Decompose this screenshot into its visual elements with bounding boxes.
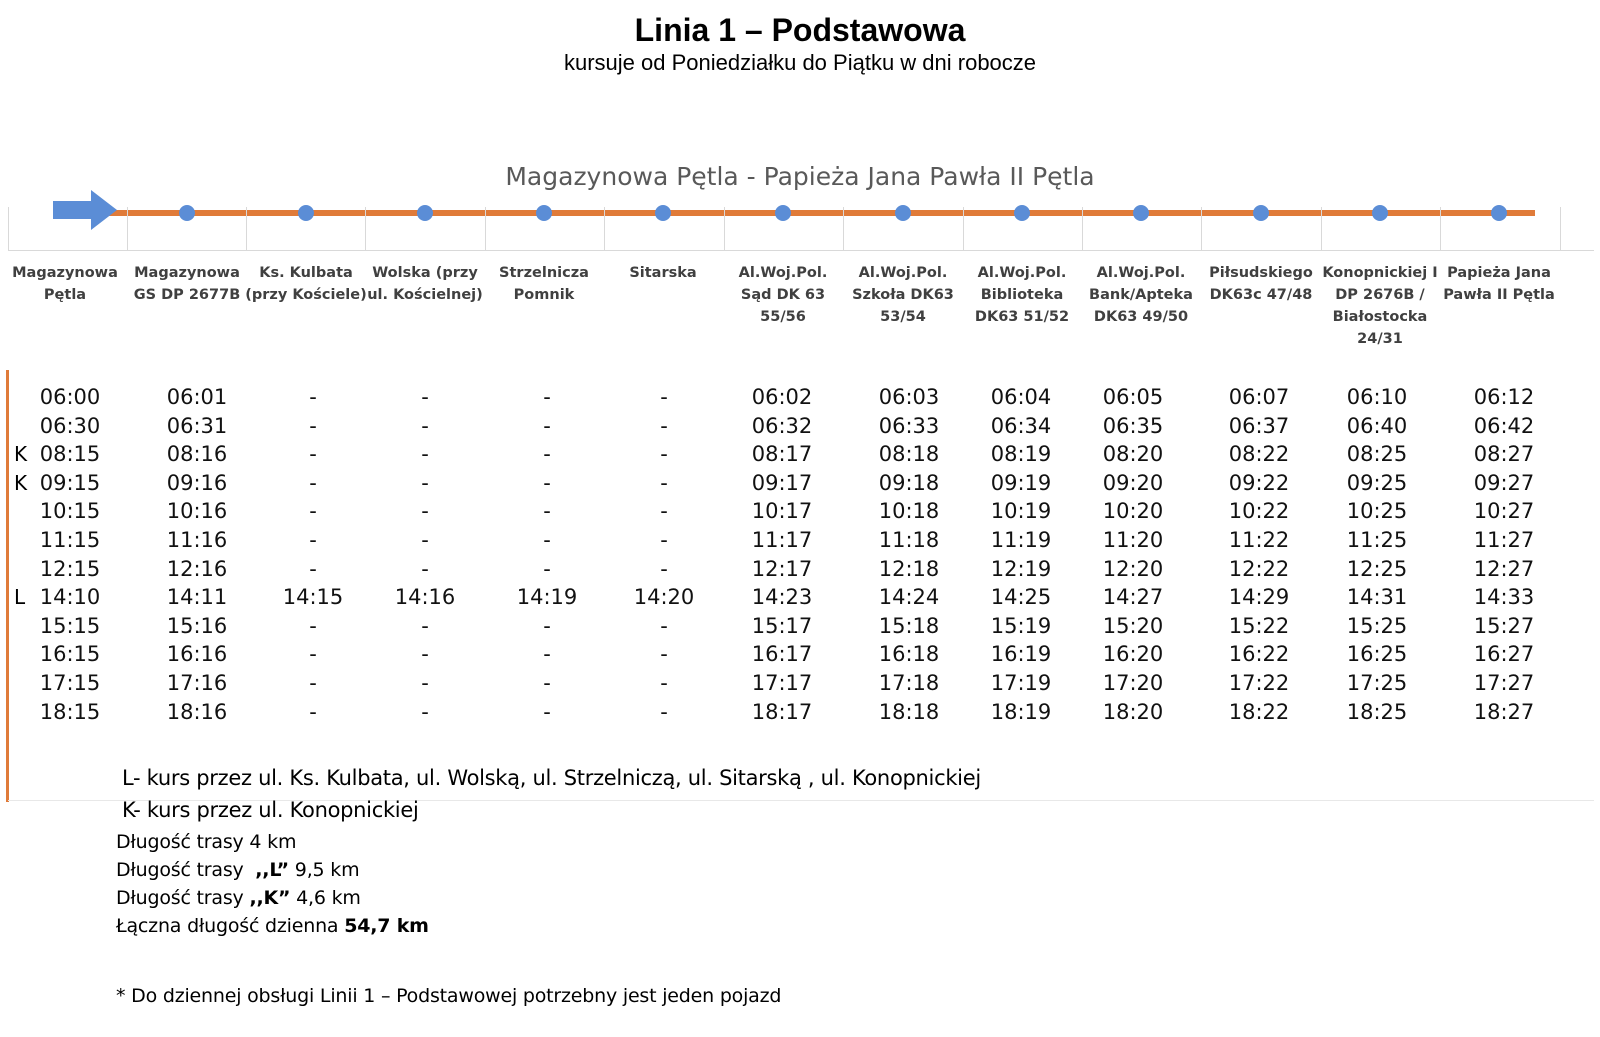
departure-time: - [421,499,429,524]
departure-time: 09:18 [878,470,940,495]
departure-time: 18:16 [166,699,228,724]
departure-time: 17:18 [878,671,940,695]
departure-time: 11:25 [1346,528,1408,552]
axis-tick [365,207,366,251]
departure-time: 09:27 [1473,470,1535,495]
departure-time: 14:29 [1228,585,1290,610]
departure-time: - [309,385,317,409]
axis-tick [246,207,247,251]
departure-time: - [309,556,317,581]
note-total-prefix: Łączna długość dzienna [116,915,345,937]
departure-time: 14:25 [990,585,1052,610]
departure-time: 16:22 [1228,642,1290,667]
departure-time: 18:20 [1102,699,1164,724]
departure-time: 14:16 [394,585,456,610]
departure-time: - [421,642,429,667]
stop-name: Konopnickiej I DP 2676B / Białostocka 24/31 [1322,265,1438,347]
departure-time: 12:20 [1102,556,1164,581]
departure-time: - [309,499,317,524]
departure-time: 18:17 [751,699,813,724]
departure-time: - [309,699,317,724]
note-length-k-value: 4,6 km [290,887,361,909]
departure-time: - [660,671,668,695]
departure-time: 17:22 [1228,671,1290,695]
note-length-base: Długość trasy 4 km [116,831,297,853]
departure-time: 12:18 [878,556,940,581]
departure-time: - [421,556,429,581]
departure-time: 14:11 [166,585,228,610]
departure-time: 18:19 [990,699,1052,724]
departure-time: - [543,699,551,724]
departure-time: - [421,413,429,438]
note-length-k-tag: ,,K” [249,887,291,909]
departure-time: 18:18 [878,699,940,724]
departure-time: 17:25 [1346,671,1408,695]
departure-time: 08:22 [1228,442,1290,467]
departure-time: 12:27 [1473,556,1535,581]
departure-time: 06:34 [990,413,1052,438]
departure-time: 06:01 [166,385,228,409]
departure-time: - [660,613,668,638]
departure-time: 14:27 [1102,585,1164,610]
departure-time: - [309,642,317,667]
departure-time: - [309,442,317,467]
stop-name: Sitarska [629,265,697,281]
departure-time: 06:05 [1102,385,1164,409]
departure-time: 15:22 [1228,613,1290,638]
note-total-length [116,915,429,937]
departure-time: 06:42 [1473,413,1535,438]
departure-time: 08:16 [166,442,228,467]
departure-time: 08:20 [1102,442,1164,467]
departure-time: 09:16 [166,470,228,495]
axis-tick [1560,207,1561,251]
departure-time: - [543,385,551,409]
stop-marker [1133,205,1149,221]
departure-time: - [309,671,317,695]
stop-marker [1253,205,1269,221]
departure-time: 06:37 [1228,413,1290,438]
departure-time: 10:17 [751,499,813,524]
departure-time: 16:15 [39,642,101,667]
departure-time: 17:17 [751,671,813,695]
departure-time: 18:25 [1346,699,1408,724]
note-length-l [116,859,359,881]
departure-time: 15:18 [878,613,940,638]
departure-time: 06:03 [878,385,940,409]
departure-time: 11:16 [166,528,228,552]
axis-tick [1440,207,1441,251]
departure-time: 15:27 [1473,613,1535,638]
departure-time: 11:18 [878,528,940,552]
departure-time: - [543,528,551,552]
departure-time: 06:33 [878,413,940,438]
departure-time: 06:32 [751,413,813,438]
axis-tick [127,207,128,251]
departure-time: 08:15 [39,442,101,467]
departure-time: 09:19 [990,470,1052,495]
departure-time: - [421,613,429,638]
departure-time: 12:16 [166,556,228,581]
departure-time: - [421,442,429,467]
departure-time: - [543,470,551,495]
departure-time: - [543,413,551,438]
departure-time: 09:20 [1102,470,1164,495]
departure-time: 06:00 [39,385,101,409]
departure-time: 10:20 [1102,499,1164,524]
departure-time: 15:17 [751,613,813,638]
departure-time: 16:16 [166,642,228,667]
stop-marker [655,205,671,221]
departure-time: 11:17 [751,528,813,552]
axis-tick [1082,207,1083,251]
departure-time: 11:22 [1228,528,1290,552]
departure-time: - [543,499,551,524]
note-length-l-prefix: Długość trasy [116,859,256,881]
legend-l: L- kurs przez ul. Ks. Kulbata, ul. Wolską, ul. Strzelniczą, ul. Sitarską , ul. Konopnickiej [122,766,981,790]
page-subtitle: kursuje od Poniedziałku do Piątku w dni robocze [563,50,1037,75]
trip-flag: K [14,442,28,467]
departure-time: - [421,470,429,495]
departure-time: 12:22 [1228,556,1290,581]
departure-time: 06:30 [39,413,101,438]
departure-time: 15:15 [39,613,101,638]
departure-time: 17:19 [990,671,1052,695]
direction-arrow-icon [53,190,117,230]
departure-time: 11:19 [990,528,1052,552]
departure-time: 10:22 [1228,499,1290,524]
departure-time: - [421,385,429,409]
departure-time: 14:15 [282,585,344,610]
departure-time: 17:27 [1473,671,1535,695]
departure-time: 15:16 [166,613,228,638]
departure-time: 08:27 [1473,442,1535,467]
departure-time: 15:25 [1346,613,1408,638]
departure-time: 16:27 [1473,642,1535,667]
departure-time: - [543,613,551,638]
stop-marker [1014,205,1030,221]
stop-name: Piłsudskiego DK63c 47/48 [1209,265,1313,303]
departure-time: 06:07 [1228,385,1290,409]
departure-time: 15:19 [990,613,1052,638]
page-title: Linia 1 – Podstawowa [634,12,966,48]
departure-time: 10:27 [1473,499,1535,524]
stop-marker [417,205,433,221]
departure-time: - [309,613,317,638]
stop-name: Al.Woj.Pol. Sąd DK 63 55/56 [738,265,828,325]
departure-time: 09:15 [39,470,101,495]
departure-time: 10:15 [39,499,101,524]
departure-time: 06:31 [166,413,228,438]
departure-time: - [421,528,429,552]
note-total-value: 54,7 km [344,915,429,937]
departure-time: - [543,556,551,581]
departure-time: 15:20 [1102,613,1164,638]
stop-name: Strzelnicza Pomnik [499,265,589,303]
note-length-l-value: 9,5 km [288,859,360,881]
departure-time: 09:17 [751,470,813,495]
stop-marker [179,205,195,221]
departure-time: 17:20 [1102,671,1164,695]
departure-time: 08:25 [1346,442,1408,467]
departure-time: 18:27 [1473,699,1535,724]
departure-time: - [543,642,551,667]
departure-time: - [660,642,668,667]
stop-name: Magazynowa Pętla [12,265,118,303]
departure-time: 18:15 [39,699,101,724]
stop-name: Al.Woj.Pol. Biblioteka DK63 51/52 [974,265,1070,325]
departure-time: 12:25 [1346,556,1408,581]
departure-time: 14:19 [516,585,578,610]
stop-marker [536,205,552,221]
departure-time: 06:02 [751,385,813,409]
departure-time: - [660,470,668,495]
departure-time: - [309,470,317,495]
departure-time: - [421,671,429,695]
departure-time: - [543,442,551,467]
stop-marker [895,205,911,221]
stop-marker [1372,205,1388,221]
trip-flag: K [14,470,28,495]
departure-time: 16:18 [878,642,940,667]
departure-time: 10:25 [1346,499,1408,524]
departure-time: - [309,528,317,552]
departure-time: 16:20 [1102,642,1164,667]
axis-tick [485,207,486,251]
axis-tick [1201,207,1202,251]
departure-time: 09:22 [1228,470,1290,495]
departure-time: - [660,556,668,581]
departure-time: 12:17 [751,556,813,581]
axis-tick [604,207,605,251]
departure-time: - [309,413,317,438]
axis-tick [963,207,964,251]
note-length-l-tag: ,,L” [255,859,289,881]
departure-time: 17:15 [39,671,101,695]
departure-time: 12:19 [990,556,1052,581]
stop-marker [775,205,791,221]
departure-time: 12:15 [39,556,101,581]
departure-time: 08:19 [990,442,1052,467]
departure-time: 14:23 [751,585,813,610]
departure-time: 08:18 [878,442,940,467]
stop-name: Al.Woj.Pol. Szkoła DK63 53/54 [852,265,954,325]
stop-name: Al.Woj.Pol. Bank/Apteka DK63 49/50 [1089,265,1193,325]
note-length-k-prefix: Długość trasy [116,887,250,909]
departure-time: 10:19 [990,499,1052,524]
stop-name: Papieża Jana Pawła II Pętla [1443,265,1555,303]
departure-time: 14:10 [39,585,101,610]
departure-time: 06:10 [1346,385,1408,409]
departure-time: 06:12 [1473,385,1535,409]
departure-time: 16:17 [751,642,813,667]
note-length-k [116,887,361,909]
departure-time: 14:24 [878,585,940,610]
departure-time: 14:31 [1346,585,1408,610]
departure-time: 06:04 [990,385,1052,409]
stop-name: Wolska (przy ul. Kościelnej) [367,265,483,303]
departure-time: 08:17 [751,442,813,467]
departure-time: 16:19 [990,642,1052,667]
departure-time: 11:20 [1102,528,1164,552]
departure-time: - [660,442,668,467]
route-title: Magazynowa Pętla - Papieża Jana Pawła II Pętla [505,162,1095,191]
departure-time: 09:25 [1346,470,1408,495]
departure-time: - [660,413,668,438]
departure-time: 11:15 [39,528,101,552]
departure-time: 10:18 [878,499,940,524]
stop-marker [298,205,314,221]
departure-time: - [660,528,668,552]
departure-time: 06:40 [1346,413,1408,438]
axis-tick [843,207,844,251]
axis-tick [8,207,9,251]
stop-name: Ks. Kulbata (przy Kościele) [245,265,367,303]
stop-name: Magazynowa GS DP 2677B [133,265,241,303]
departure-time: 06:35 [1102,413,1164,438]
footnote: * Do dziennej obsługi Linii 1 – Podstawowej potrzebny jest jeden pojazd [116,985,782,1007]
departure-time: - [543,671,551,695]
departure-time: 11:27 [1473,528,1535,552]
departure-time: 18:22 [1228,699,1290,724]
departure-time: - [660,699,668,724]
axis-tick [724,207,725,251]
departure-time: 14:20 [633,585,695,610]
departure-time: - [660,499,668,524]
departure-time: - [421,699,429,724]
departure-time: - [660,385,668,409]
stop-marker [1491,205,1507,221]
departure-time: 17:16 [166,671,228,695]
legend-k: K- kurs przez ul. Konopnickiej [122,798,419,822]
trip-flag: L [14,585,26,610]
departure-time: 16:25 [1346,642,1408,667]
departure-time: 10:16 [166,499,228,524]
departure-time: 14:33 [1473,585,1535,610]
axis-tick [1321,207,1322,251]
